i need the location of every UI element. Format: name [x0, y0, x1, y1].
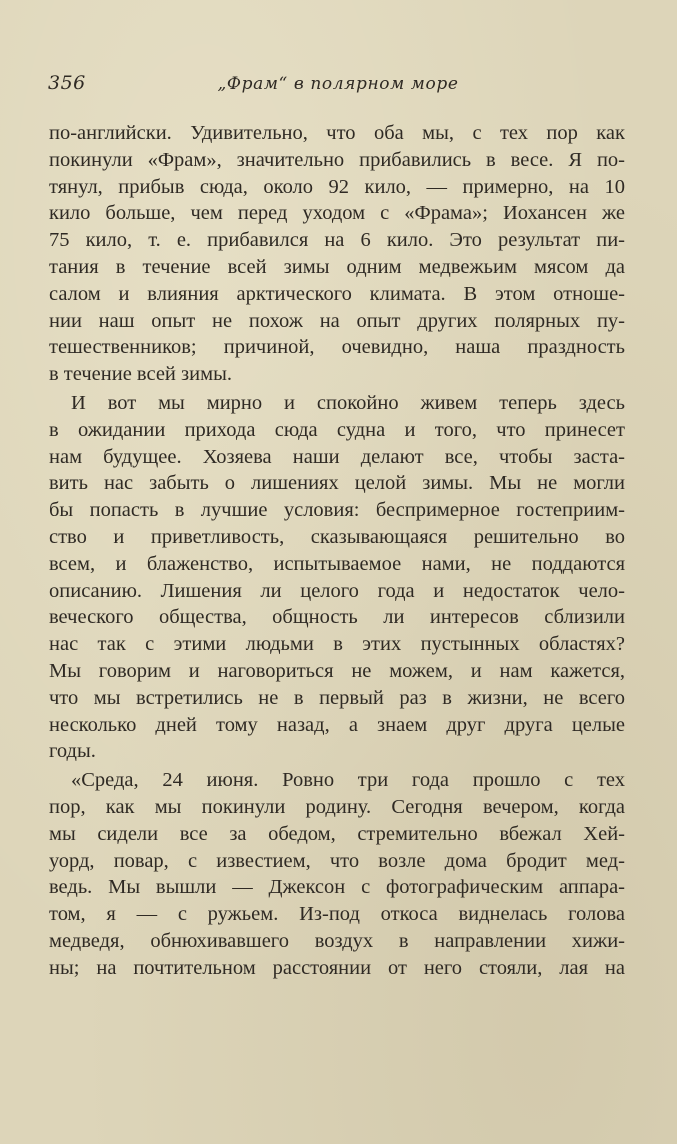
text-line: покинули «Фрам», значительно прибавились в весе. Я по- [49, 148, 625, 171]
text-line: салом и влияния арктического климата. В этом отноше- [49, 282, 625, 305]
text-line: медведя, обнюхивавшего воздух в направлении хижи- [49, 929, 625, 952]
text-line: тянул, прибыв сюда, около 92 кило, — примерно, на 10 [49, 175, 625, 198]
running-title: „Фрам“ в полярном море [217, 74, 459, 94]
text-line: пор, как мы покинули родину. Сегодня вечером, когда [49, 795, 625, 818]
text-line: описанию. Лишения ли целого года и недостаток чело- [49, 579, 625, 602]
text-line: несколько дней тому назад, а знаем друг друга целые [49, 713, 625, 736]
page-header [48, 72, 628, 106]
text-line: нас так с этими людьми в этих пустынных областях? [49, 633, 625, 656]
text-line: ны; на почтительном расстоянии от него стояли, лая на [49, 956, 625, 979]
paragraph-2 [49, 390, 625, 765]
text-line: 75 кило, т. е. прибавился на 6 кило. Это результат пи- [49, 229, 625, 252]
text-line: ведь. Мы вышли — Джексон с фотографическим аппара- [49, 876, 625, 899]
text-line: том, я — с ружьем. Из-под откоса виднелась голова [49, 903, 625, 926]
text-line: кило больше, чем перед уходом с «Фрама»; Иохансен же [49, 202, 625, 225]
body-text [49, 120, 625, 982]
text-line: веческого общества, общность ли интересов сблизили [49, 606, 625, 629]
text-line: всем, и блаженство, испытываемое нами, не поддаются [49, 552, 625, 575]
text-line: мы сидели все за обедом, стремительно вбежал Хей- [49, 822, 625, 845]
text-line: годы. [49, 740, 96, 763]
text-line: нии наш опыт не похож на опыт других полярных пу- [49, 309, 625, 332]
text-line: уорд, повар, с известием, что возле дома бродит мед- [49, 849, 625, 872]
text-line: Мы говорим и наговориться не можем, и нам кажется, [49, 659, 625, 682]
text-line: нам будущее. Хозяева наши делают все, чтобы заста- [49, 445, 625, 468]
text-line: в ожидании прихода сюда судна и того, что принесет [49, 418, 625, 441]
text-line: тешественников; причиной, очевидно, наша праздность [49, 336, 625, 359]
text-line: И вот мы мирно и спокойно живем теперь здесь [71, 391, 625, 414]
text-line: «Среда, 24 июня. Ровно три года прошло с тех [71, 769, 625, 792]
text-line: бы попасть в лучшие условия: беспримерное гостеприим- [49, 499, 625, 522]
paragraph-3 [49, 767, 625, 981]
text-line: в течение всей зимы. [49, 363, 232, 386]
page-number: 356 [48, 72, 86, 94]
text-line: по-английски. Удивительно, что оба мы, с тех пор как [49, 122, 625, 144]
text-line: тания в течение всей зимы одним медвежьим мясом да [49, 255, 625, 278]
text-line: что мы встретились не в первый раз в жизни, не всего [49, 686, 625, 709]
text-line: вить нас забыть о лишениях целой зимы. Мы не могли [49, 472, 625, 495]
text-line: ство и приветливость, сказывающаяся решительно во [49, 525, 625, 548]
paragraph-1 [49, 120, 625, 388]
